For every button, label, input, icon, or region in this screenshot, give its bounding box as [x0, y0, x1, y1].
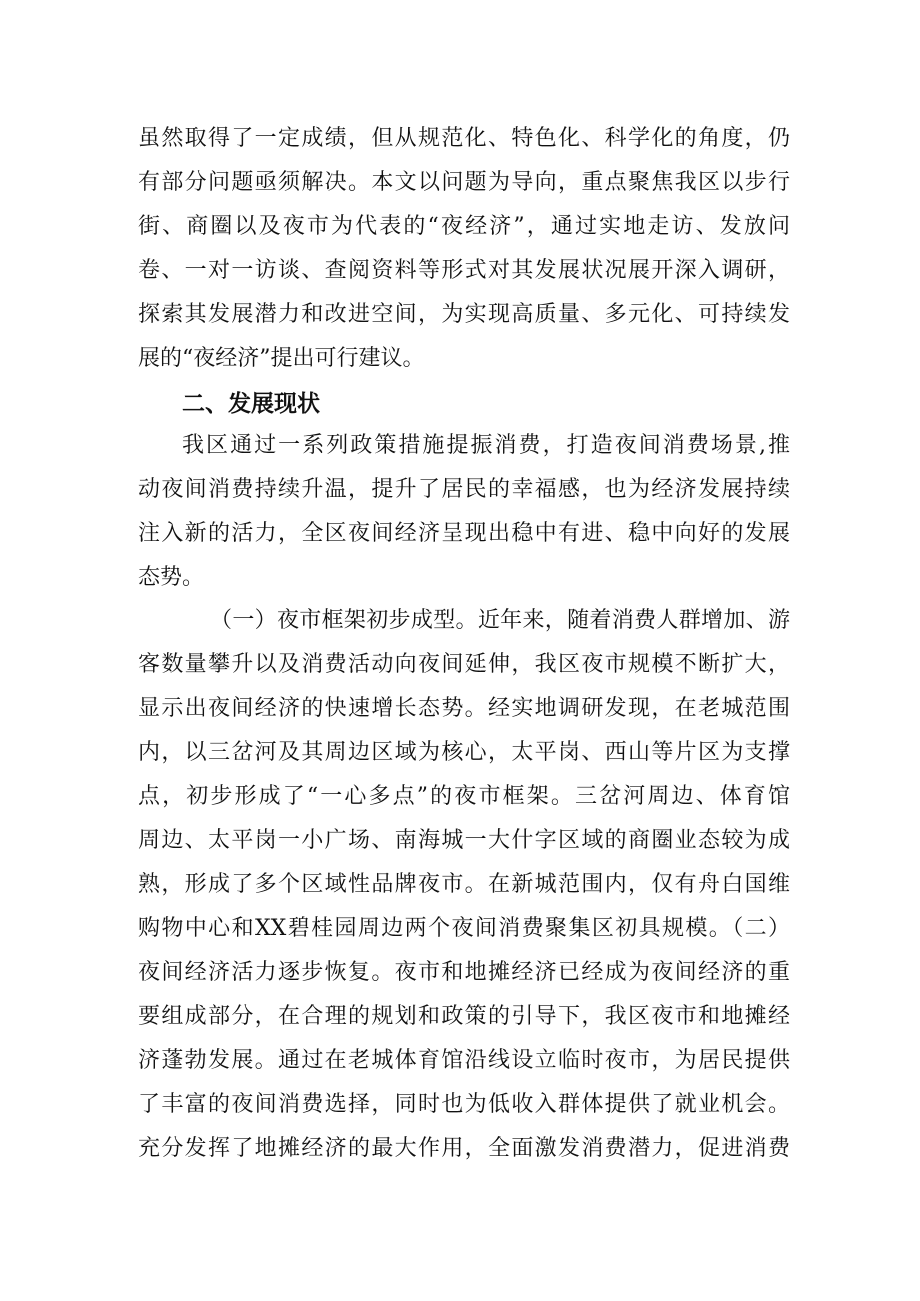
subsection-line: 熟，形成了多个区域性品牌夜市。在新城范围内，仅有舟白国维: [138, 872, 790, 897]
paragraph-line: 展的“夜经济”提出可行建议。: [138, 346, 425, 371]
paragraph-line: 我区通过一系列政策措施提振消费，打造夜间消费场景,推: [182, 433, 790, 458]
paragraph-line: 街、商圈以及夜市为代表的“夜经济”，通过实地走访、发放问: [138, 214, 790, 239]
subsection-line: 充分发挥了地摊经济的最大作用，全面激发消费潜力，促进消费: [138, 1136, 790, 1161]
subsection-line: 夜间经济活力逐步恢复。夜市和地摊经济已经成为夜间经济的重: [138, 960, 790, 985]
paragraph-line: 有部分问题亟须解决。本文以问题为导向，重点聚焦我区以步行: [138, 170, 790, 195]
subsection-line: 要组成部分，在合理的规划和政策的引导下，我区夜市和地摊经: [138, 1004, 790, 1029]
subsection-line: 内，以三岔河及其周边区域为核心，太平岗、西山等片区为支撑: [138, 740, 790, 765]
paragraph-line: 卷、一对一访谈、查阅资料等形式对其发展状况展开深入调研，: [138, 258, 790, 283]
section-heading: 二、发展现状: [182, 391, 320, 417]
subsection-line: 济蓬勃发展。通过在老城体育馆沿线设立临时夜市，为居民提供: [138, 1048, 790, 1073]
paragraph-line: 虽然取得了一定成绩，但从规范化、特色化、科学化的角度，仍: [138, 126, 790, 151]
paragraph-line: 注入新的活力，全区夜间经济呈现出稳中有进、稳中向好的发展: [138, 521, 790, 546]
subsection-line: 购物中心和XX碧桂园周边两个夜间消费聚集区初具规模。（二）: [138, 916, 790, 941]
subsection-line: 周边、太平岗一小广场、南海城一大什字区域的商圈业态较为成: [138, 828, 790, 853]
paragraph-line: 探索其发展潜力和改进空间，为实现高质量、多元化、可持续发: [138, 302, 790, 327]
subsection-line: 显示出夜间经济的快速增长态势。经实地调研发现，在老城范围: [138, 696, 790, 721]
subsection-line: 点，初步形成了“一心多点”的夜市框架。三岔河周边、体育馆: [138, 784, 790, 809]
paragraph-line: 态势。: [138, 565, 205, 590]
subsection-line: （一）夜市框架初步成型。近年来，随着消费人群增加、游: [210, 608, 790, 633]
subsection-line: 了丰富的夜间消费选择，同时也为低收入群体提供了就业机会。: [138, 1092, 790, 1117]
paragraph-line: 动夜间消费持续升温，提升了居民的幸福感，也为经济发展持续: [138, 477, 790, 502]
subsection-line: 客数量攀升以及消费活动向夜间延伸，我区夜市规模不断扩大，: [138, 652, 790, 677]
